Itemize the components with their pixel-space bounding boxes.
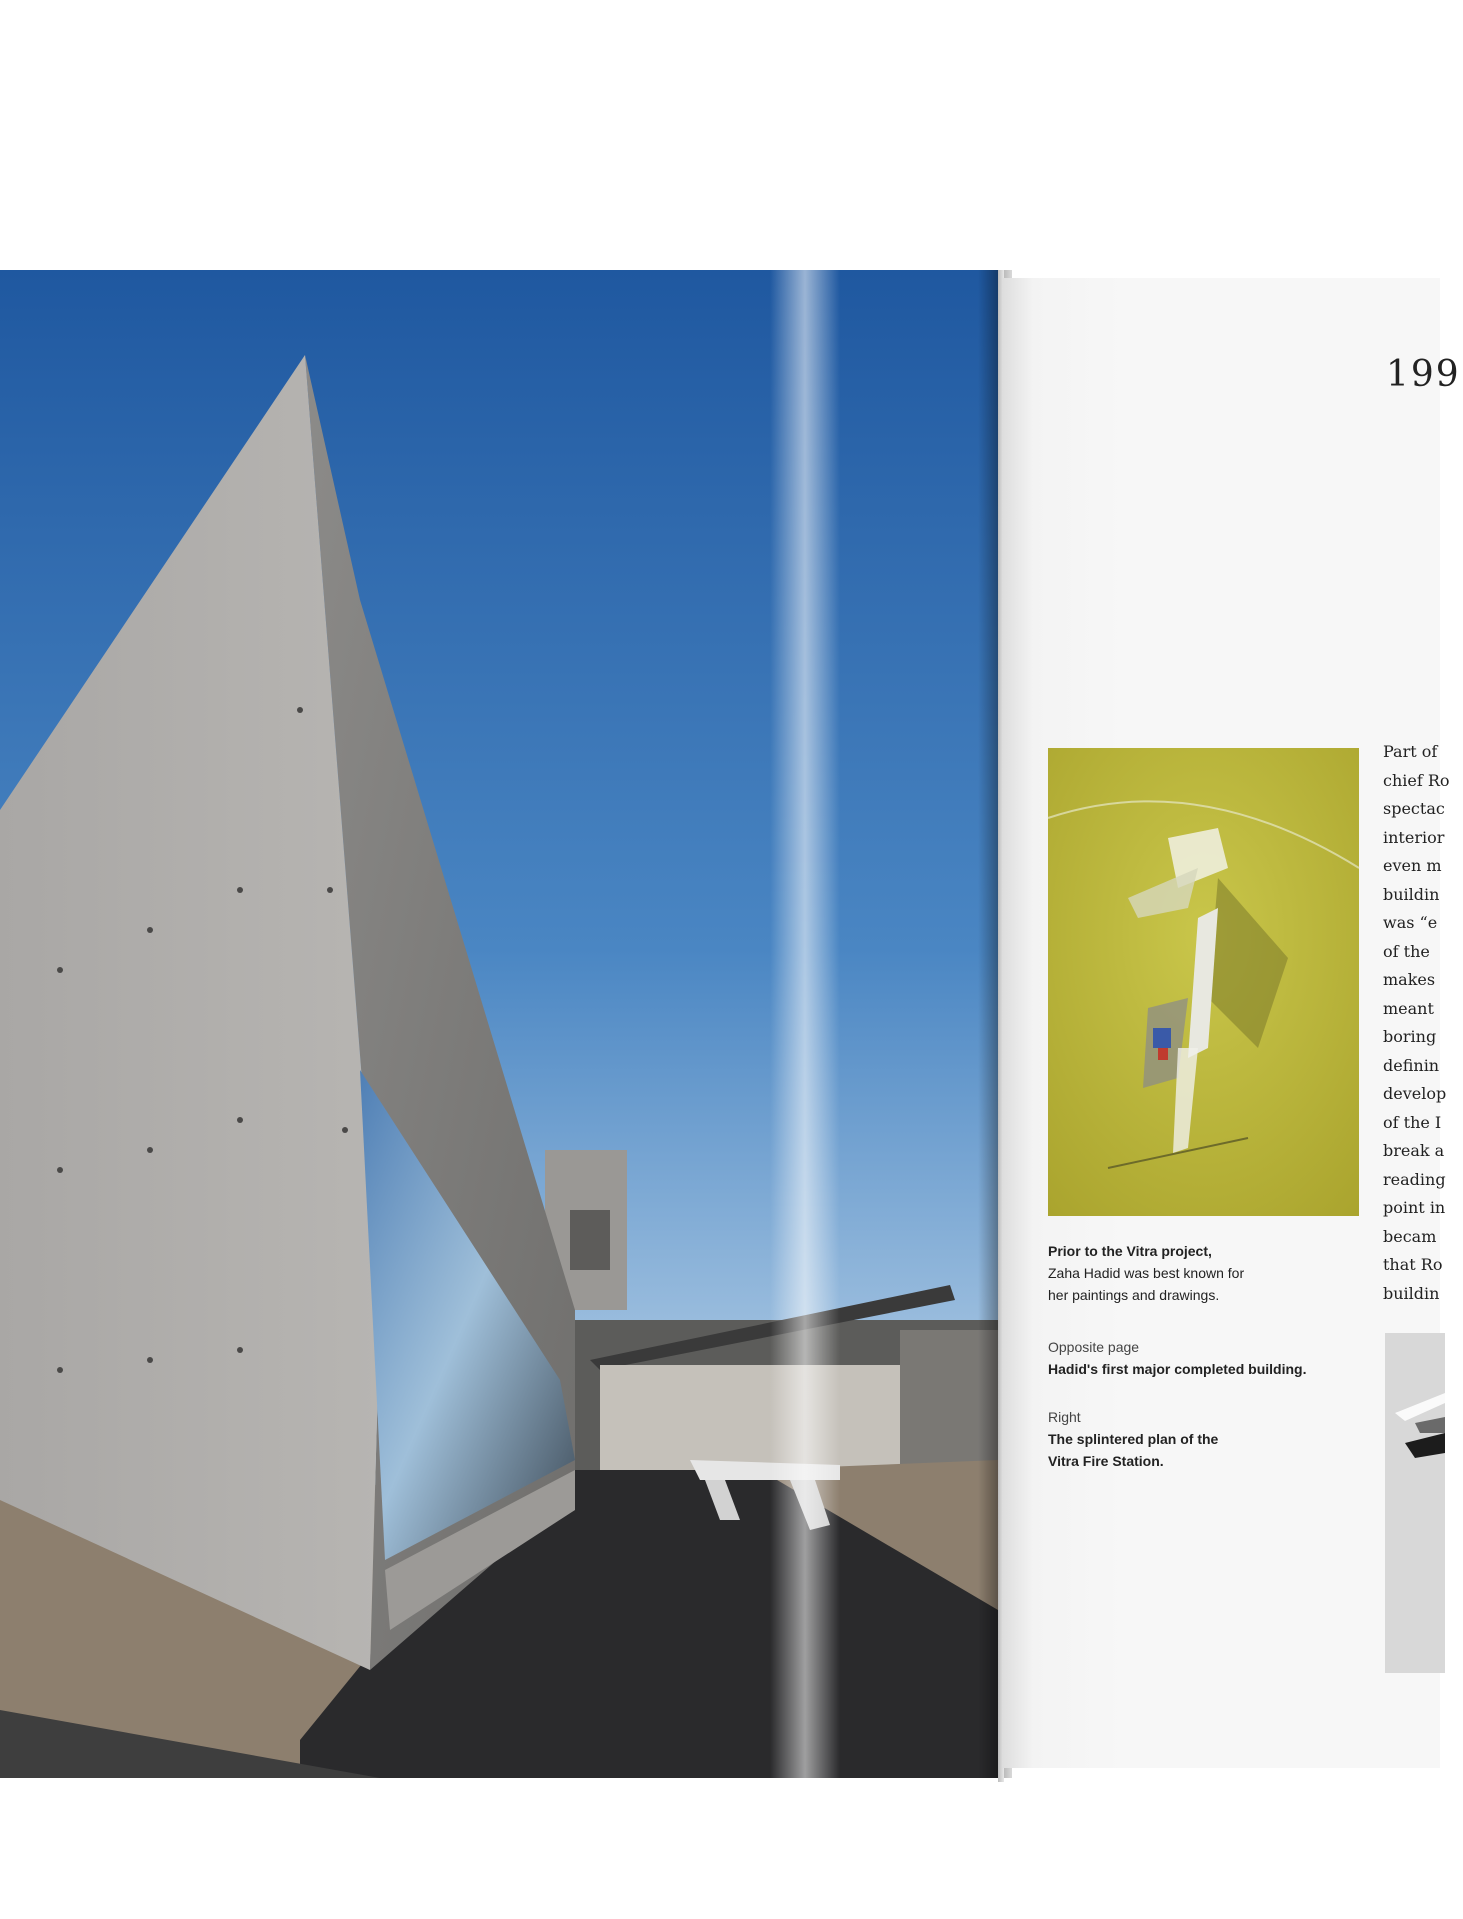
right-caption: [1048, 1406, 1218, 1472]
plan-model-image: [1385, 1333, 1445, 1673]
caption-line: Prior to the Vitra project,: [1048, 1243, 1212, 1259]
body-line: becam: [1383, 1226, 1437, 1246]
caption-line: Zaha Hadid was best known for: [1048, 1265, 1245, 1281]
building-photograph: [0, 270, 998, 1778]
hadid-painting: [1048, 748, 1359, 1216]
painting-caption: [1048, 1240, 1244, 1306]
body-line: chief Ro: [1383, 770, 1450, 790]
opposite-page-caption: [1048, 1336, 1306, 1380]
body-line: buildin: [1383, 884, 1440, 904]
body-line: makes: [1383, 970, 1436, 989]
body-line: meant: [1383, 998, 1434, 1018]
vitra-fire-station-photo: [0, 270, 998, 1778]
body-line: develop: [1383, 1084, 1447, 1103]
caption-line: Hadid's first major completed building.: [1048, 1361, 1307, 1377]
chapter-year: 199: [1386, 354, 1461, 395]
body-line: spectac: [1383, 799, 1445, 818]
body-line: was “e: [1383, 913, 1438, 932]
right-page: [1003, 278, 1461, 1768]
body-line: Part of: [1383, 742, 1438, 761]
body-line: definin: [1383, 1055, 1440, 1075]
plan-model-photo: [1385, 1333, 1445, 1673]
body-line: of the: [1383, 941, 1430, 961]
body-text-column: [1383, 738, 1463, 1308]
caption-label: Right: [1048, 1409, 1081, 1425]
caption-line: her paintings and drawings.: [1048, 1287, 1220, 1303]
body-line: interior: [1383, 827, 1445, 847]
caption-label: Opposite page: [1048, 1339, 1140, 1355]
caption-line: Vitra Fire Station.: [1048, 1453, 1164, 1469]
body-line: reading: [1383, 1169, 1446, 1189]
body-line: buildin: [1383, 1283, 1440, 1303]
body-line: break a: [1383, 1141, 1445, 1160]
body-line: even m: [1383, 856, 1442, 875]
body-line: point in: [1383, 1198, 1446, 1217]
caption-line: The splintered plan of the: [1048, 1431, 1219, 1447]
body-line: of the I: [1383, 1112, 1442, 1132]
body-line: boring: [1383, 1027, 1437, 1046]
body-line: that Ro: [1383, 1255, 1443, 1274]
painting-image: [1048, 748, 1359, 1216]
